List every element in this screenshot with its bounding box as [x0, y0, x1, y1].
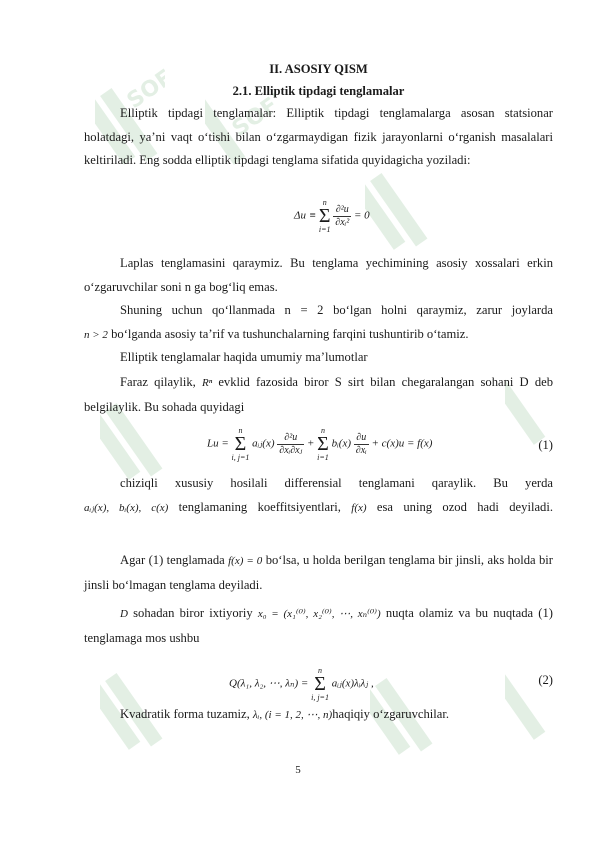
- paragraph-quadratic-form: Kvadratik forma tuzamiz, λᵢ, (i = 1, 2, ⋯, n)haqiqiy o‘zgaruvchilar.: [120, 707, 450, 721]
- paragraph-general-info: Elliptik tenglamalar haqida umumiy ma’lumotlar: [120, 350, 368, 364]
- math-fx-zero: f(x) = 0: [228, 555, 263, 567]
- paragraph-point: D sohadan biror ixtiyoriy x₀ = (x₁⁽⁰⁾, x₂⁽⁰⁾, ⋯, xₙ⁽⁰⁾) nuqta olamiz va bu nuqtada (1) tenglamaga mos ushbu: [84, 606, 553, 645]
- sum-symbol: n Σ i=1: [318, 198, 331, 234]
- math-domain-d: D: [120, 608, 128, 620]
- sum-symbol: n Σ i, j=1: [231, 426, 250, 462]
- sum-symbol: n Σ i=1: [317, 426, 329, 462]
- subsection-title: 2.1. Elliptik tipdagi tenglamalar: [232, 84, 405, 98]
- svg-text:SOFF: SOFF: [122, 56, 165, 115]
- paragraph-homogeneous: Agar (1) tenglamada f(x) = 0 bo‘lsa, u holda berilgan tenglama bir jinsli, aks holda bir jinsli bo‘lmagan tenglama deyiladi.: [84, 553, 553, 592]
- math-point-x0: x₀ = (x₁⁽⁰⁾, x₂⁽⁰⁾, ⋯, xₙ⁽⁰⁾): [257, 608, 381, 620]
- svg-text:SOFF: SOFF: [227, 84, 275, 142]
- math-fx: f(x): [351, 501, 367, 514]
- eq1-fraction-first: $\frac{\partial u}{\text{∂xᵢ}}$: [355, 431, 367, 456]
- paragraph-line: Shuning uchun qo‘llanmada n = 2 bo‘lgan holni qaraymiz, zarur joylarda: [120, 303, 553, 317]
- paragraph-line: n > 2 bo‘lganda asosiy ta’rif va tushunchalarning farqini tushuntirib o‘tamiz.: [84, 326, 469, 341]
- equation-number-1: (1): [538, 438, 553, 452]
- paragraph-intro: Elliptik tipdagi tenglamalar: Elliptik tipdagi tenglamalarga asosan statsionar holatdagi, ya’ni vaqt o‘tishi bilan o‘zgarmaydigan fizik jarayonlarni o‘rganish masalalari keltiriladi. Eng sodda elliptik tipdagi tenglama sifatida quyidagicha yoziladi:: [84, 106, 553, 167]
- laplace-lhs: Δu ≡: [294, 209, 317, 222]
- paragraph-domain: Faraz qilaylik, Rⁿ evklid fazosida biror S sirt bilan chegaralangan sohani D deb belgilaylik. Bu sohada quyidagi: [84, 375, 554, 414]
- math-lambda: λᵢ, (i = 1, 2, ⋯, n): [252, 709, 333, 721]
- math-coefficients: aᵢⱼ(x), bᵢ(x), c(x): [84, 501, 169, 514]
- equation-laplace: [294, 198, 370, 234]
- section-title: II. ASOSIY QISM: [269, 62, 368, 76]
- laplace-fraction: $\frac{\text{∂²u}}{\text{∂xᵢ²}}$: [335, 203, 350, 228]
- math-rn: Rⁿ: [201, 377, 213, 389]
- sum-symbol: n Σ i, j=1: [311, 666, 329, 702]
- paragraph-laplace: Laplas tenglamasini qaraymiz. Bu tenglama yechimining asosiy xossalari erkin o‘zgaruvchilar soni n ga bog‘liq emas.: [84, 256, 553, 294]
- math-n-gt-2: n > 2: [84, 328, 108, 341]
- eq1-fraction-second: $\frac{\text{∂²u}}{\text{∂xᵢ∂xⱼ}}$: [279, 431, 303, 456]
- page-number: 5: [295, 764, 301, 776]
- paragraph-coefficients: chiziqli xususiy hosilali differensial tenglamani qaraylik. Bu yerda aᵢⱼ(x), bᵢ(x), c(x) tenglamaning koeffitsiyentlari, f(x) esa uning ozod hadi deyiladi.: [84, 476, 553, 514]
- equation-2: Q(λ₁, λ₂, ⋯, λₙ) = n Σ i, j=1 aᵢⱼ(x)λᵢλⱼ ,: [229, 666, 374, 702]
- equation-1: Lu = n Σ i, j=1 aᵢⱼ(x) $\frac{\text{∂²u}}{\text{∂xᵢ∂xⱼ}}$ + n Σ i=1 bᵢ(x) $\frac{\partial u}{\text{∂xᵢ}}$ + c(x)u = f(x): [207, 426, 433, 462]
- paragraph-case-n2: [84, 299, 553, 347]
- equation-number-2: (2): [538, 673, 553, 687]
- laplace-rhs: = 0: [354, 209, 370, 222]
